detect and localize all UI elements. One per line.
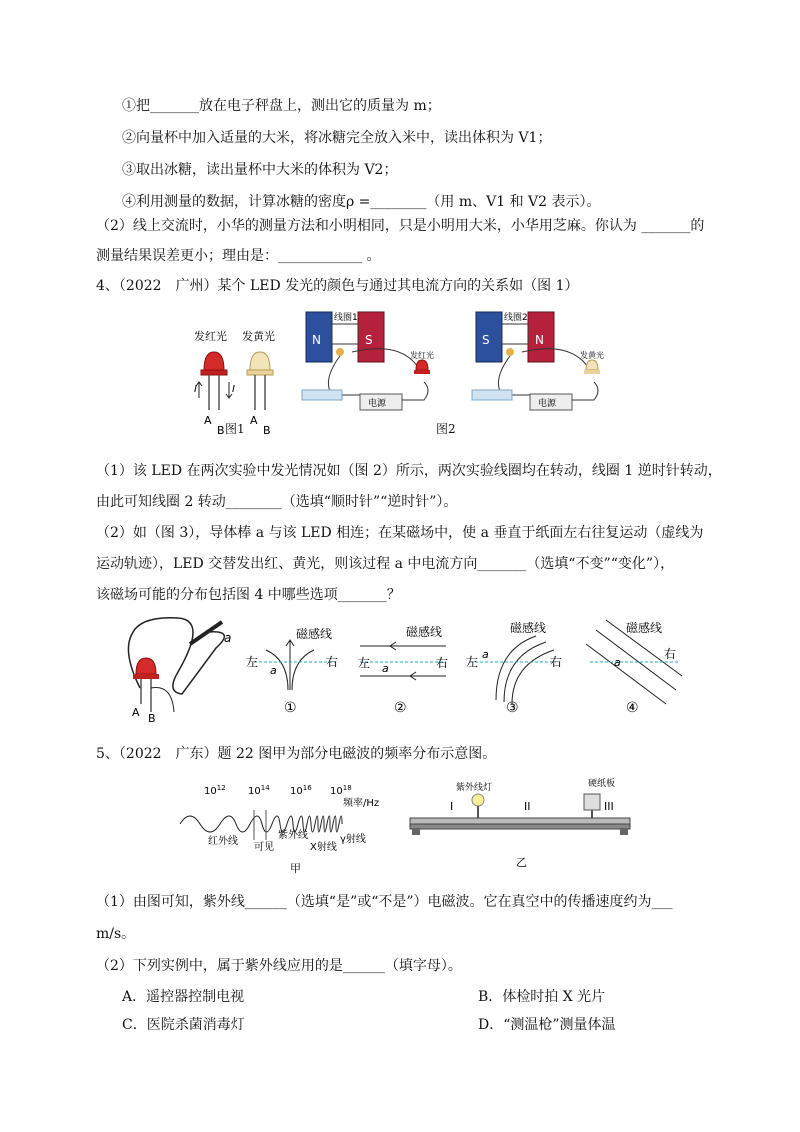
svg-text:II: II [524, 800, 531, 813]
q4-part2-line3: 该磁场可能的分布包括图 4 中哪些选项_______？ [96, 587, 401, 603]
svg-text:a: a [482, 648, 489, 661]
svg-text:③: ③ [506, 700, 519, 716]
svg-text:X射线: X射线 [310, 842, 337, 853]
option-c: C．医院杀菌消毒灯 [122, 1017, 245, 1033]
fig2-caption: 图2 [436, 422, 456, 436]
step-3: ③取出冰糖，读出量杯中大米的体积为 V2； [122, 162, 398, 178]
svg-text:紫外线灯: 紫外线灯 [456, 783, 493, 793]
figure-2 [292, 300, 612, 422]
figure-jia [178, 780, 380, 876]
svg-text:S: S [482, 333, 490, 347]
svg-text:S: S [365, 333, 373, 347]
svg-text:N: N [312, 333, 321, 347]
svg-text:红外线: 红外线 [208, 836, 238, 847]
svg-text:右: 右 [436, 656, 449, 670]
svg-text:γ射线: γ射线 [340, 834, 366, 845]
svg-text:紫外线: 紫外线 [278, 830, 308, 841]
svg-text:电源: 电源 [368, 399, 387, 409]
q5-part1-line2: m/s。 [96, 926, 136, 942]
svg-text:磁感线: 磁感线 [510, 621, 547, 635]
svg-text:I: I [232, 384, 235, 395]
q3-part2-line1: （2）线上交流时，小华的测量方法和小明相同，只是小明用大米，小华用芝麻。你认为 _______的 [96, 218, 705, 234]
step-2: ②向量杯中加入适量的大米，将冰糖完全放入米中，读出体积为 V1； [122, 130, 552, 146]
svg-text:B: B [217, 424, 225, 437]
svg-text:A: A [250, 414, 258, 427]
svg-text:1016: $10^{16}$ [290, 784, 312, 797]
svg-text:I: I [194, 384, 197, 395]
step-1: ①把_______放在电子秤盘上，测出它的质量为 m； [122, 98, 441, 114]
svg-text:左: 左 [246, 655, 259, 669]
svg-text:a: a [270, 664, 277, 677]
q4-title: 4、（2022 广州）某个 LED 发光的颜色与通过其电流方向的关系如（图 1） [96, 278, 579, 294]
svg-text:乙: 乙 [516, 856, 527, 869]
svg-text:I: I [450, 800, 454, 813]
svg-text:III: III [604, 800, 614, 813]
svg-text:左: 左 [358, 656, 371, 670]
svg-text:a: a [614, 656, 621, 669]
svg-text:A: A [132, 706, 140, 719]
svg-text:1014: $10^{14}$ [248, 784, 270, 797]
figure-4 [246, 620, 686, 716]
svg-text:左: 左 [466, 655, 479, 669]
svg-text:1012: $10^{12}$ [204, 784, 226, 797]
svg-text:频率/Hz: 频率/Hz [343, 798, 380, 809]
svg-text:B: B [148, 712, 156, 725]
figure-yi [404, 776, 636, 876]
svg-text:右: 右 [664, 647, 677, 661]
option-b: B．体检时拍 X 光片 [478, 989, 606, 1005]
q4-part2-line2: 运动轨迹），LED 交替发出红、黄光，则该过程 a 中电流方向_______（选填“不变”“变化”）， [96, 556, 675, 572]
svg-text:1018: $10^{18}$ [330, 784, 352, 797]
option-a: A．遥控器控制电视 [122, 989, 245, 1005]
q4-part1-line1: （1）该 LED 在两次实验中发光情况如（图 2）所示，两次实验线圈均在转动，线圈 1 逆时针转动， [96, 463, 722, 479]
svg-text:A: A [204, 414, 212, 427]
svg-text:磁感线: 磁感线 [296, 627, 333, 641]
svg-text:可见: 可见 [254, 842, 274, 853]
q4-part1-line2: 由此可知线圈 2 转动________（选填“顺时针”“逆时针”）。 [96, 494, 458, 510]
svg-text:硬纸板: 硬纸板 [588, 779, 616, 789]
svg-text:发黄光: 发黄光 [580, 351, 604, 360]
svg-text:右: 右 [326, 655, 339, 669]
svg-text:④: ④ [626, 700, 639, 716]
q5-part2: （2）下列实例中，属于紫外线应用的是______（填字母）。 [96, 958, 462, 974]
step-4: ④利用测量的数据，计算冰糖的密度ρ =________（用 m、V1 和 V2 表示）。 [122, 194, 601, 210]
svg-text:发红光: 发红光 [410, 351, 434, 360]
svg-text:B: B [263, 424, 271, 437]
svg-text:①: ① [284, 700, 297, 716]
svg-text:右: 右 [550, 655, 563, 669]
fig1-red-label: 发红光 [194, 330, 227, 343]
fig1-yellow-label: 发黄光 [242, 330, 275, 343]
q5-part1-line1: （1）由图可知，紫外线______（选填“是”或“不是”）电磁波。它在真空中的传播速度约为___ [96, 894, 673, 910]
svg-text:甲: 甲 [290, 862, 301, 875]
svg-text:磁感线: 磁感线 [406, 625, 443, 639]
q3-part2-line2: 测量结果误差更小；理由是：____________ 。 [96, 248, 381, 264]
svg-text:N: N [535, 333, 544, 347]
svg-text:②: ② [394, 700, 407, 716]
svg-text:a: a [382, 662, 389, 675]
svg-text:磁感线: 磁感线 [626, 621, 663, 635]
svg-text:线圈1: 线圈1 [334, 313, 358, 323]
q5-title: 5、（2022 广东）题 22 图甲为部分电磁波的频率分布示意图。 [96, 746, 497, 762]
svg-text:a: a [224, 631, 232, 645]
svg-text:电源: 电源 [538, 399, 557, 409]
fig1-caption: 图1 [225, 422, 245, 436]
option-d: D．“测温枪”测量体温 [478, 1017, 616, 1033]
q4-part2-line1: （2）如（图 3），导体棒 a 与该 LED 相连；在某磁场中，使 a 垂直于纸面左右往复运动（虚线为 [96, 525, 704, 541]
svg-text:线圈2: 线圈2 [504, 313, 528, 323]
figure-3 [118, 612, 246, 724]
